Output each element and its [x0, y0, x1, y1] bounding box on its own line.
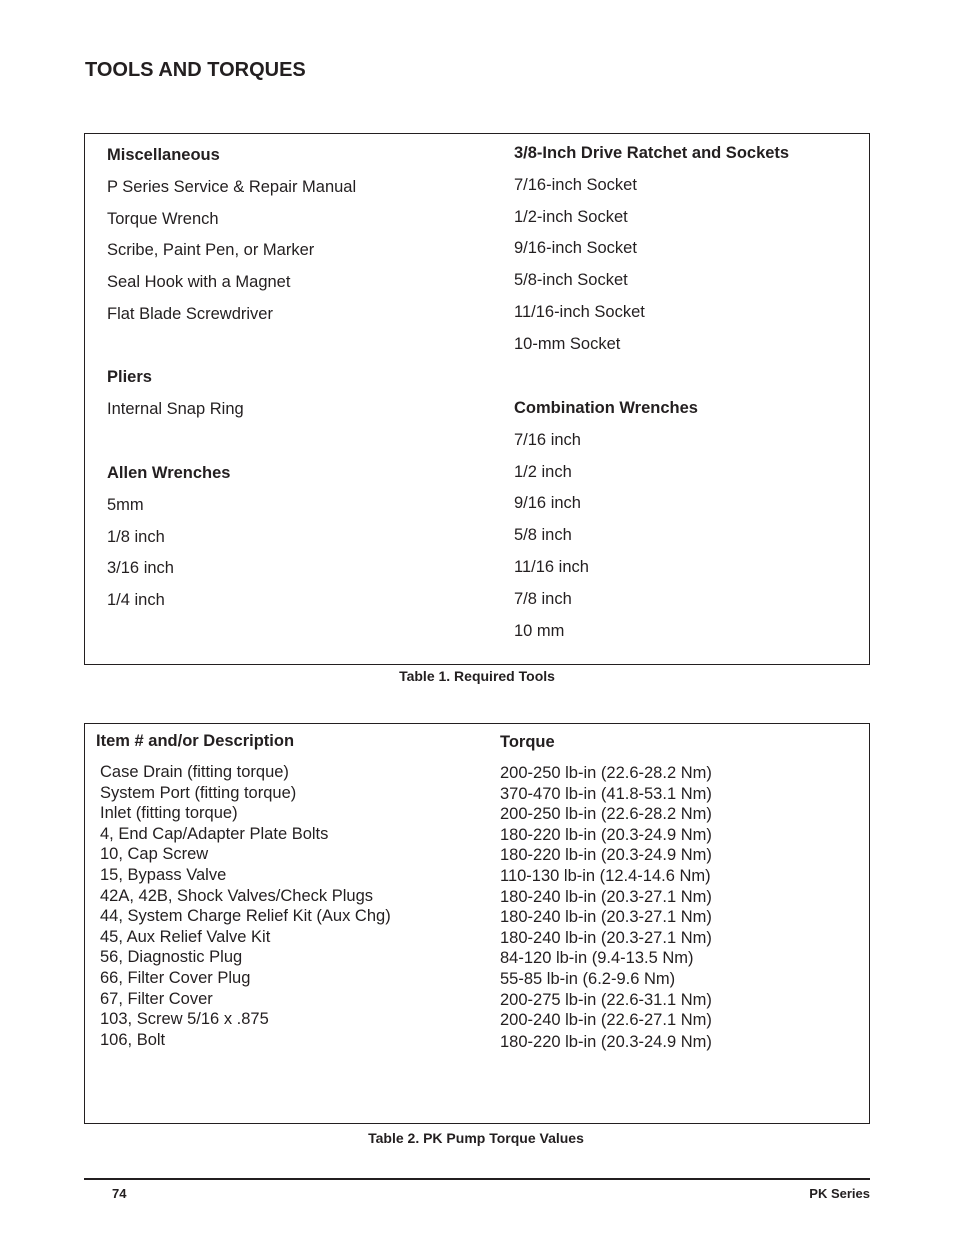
tool-item: 1/2 inch	[514, 462, 572, 481]
tool-item: 3/16 inch	[107, 559, 174, 578]
table1-caption: Table 1. Required Tools	[399, 668, 555, 684]
tool-item: 9/16 inch	[514, 494, 581, 513]
torque-item-description: Case Drain (fitting torque)	[100, 763, 289, 781]
tool-item: 11/16-inch Socket	[514, 303, 645, 321]
section-heading: Miscellaneous	[107, 146, 220, 164]
torque-item-description: 106, Bolt	[100, 1030, 166, 1049]
tool-item: Flat Blade Screwdriver	[107, 305, 273, 323]
tool-item: 7/16-inch Socket	[514, 175, 637, 194]
torque-item-description: 67, Filter Cover	[100, 989, 213, 1008]
page-title: TOOLS AND TORQUES	[85, 59, 306, 81]
page-number: 74	[112, 1186, 127, 1201]
footer-divider	[84, 1178, 870, 1180]
tool-item: 1/4 inch	[107, 591, 165, 610]
series-name: PK Series	[809, 1186, 870, 1201]
section-heading: Allen Wrenches	[107, 464, 231, 482]
torque-value: 200-275 lb-in (22.6-31.1 Nm)	[500, 990, 712, 1009]
torque-item-description: 44, System Charge Relief Kit (Aux Chg)	[100, 907, 391, 926]
torque-value: 200-250 lb-in (22.6-28.2 Nm)	[500, 805, 712, 824]
torque-value: 55-85 lb-in (6.2-9.6 Nm)	[500, 970, 676, 988]
torque-value: 180-240 lb-in (20.3-27.1 Nm)	[500, 908, 712, 927]
section-heading: Combination Wrenches	[514, 399, 698, 417]
torque-value: 180-240 lb-in (20.3-27.1 Nm)	[500, 928, 712, 947]
tool-item: 7/8 inch	[514, 589, 572, 608]
tool-item: 10-mm Socket	[514, 334, 621, 353]
tool-item: 5mm	[107, 495, 144, 514]
torque-item-description: 42A, 42B, Shock Valves/Check Plugs	[100, 886, 374, 905]
tool-item: Torque Wrench	[107, 209, 219, 228]
torque-item-description: System Port (fitting torque)	[100, 783, 297, 802]
torque-item-description: 56, Diagnostic Plug	[100, 948, 243, 967]
torque-item-description: 103, Screw 5/16 x .875	[100, 1010, 269, 1029]
tool-item: 1/8 inch	[107, 527, 165, 546]
torque-header-description: Item # and/or Description	[96, 732, 295, 750]
torque-value: 84-120 lb-in (9.4-13.5 Nm)	[500, 949, 694, 968]
table2-caption: Table 2. PK Pump Torque Values	[368, 1130, 584, 1146]
torque-value: 180-240 lb-in (20.3-27.1 Nm)	[500, 887, 712, 906]
tool-item: Internal Snap Ring	[107, 399, 244, 418]
torque-value: 200-240 lb-in (22.6-27.1 Nm)	[500, 1011, 712, 1030]
torque-item-description: 4, End Cap/Adapter Plate Bolts	[100, 824, 329, 843]
torque-item-description: 66, Filter Cover Plug	[100, 969, 251, 987]
tool-item: 10 mm	[514, 621, 565, 640]
tool-item: 9/16-inch Socket	[514, 239, 637, 258]
tool-item: 5/8-inch Socket	[514, 271, 628, 290]
tool-item: 7/16 inch	[514, 430, 581, 449]
torque-value: 180-220 lb-in (20.3-24.9 Nm)	[500, 1032, 712, 1051]
torque-item-description: Inlet (fitting torque)	[100, 804, 238, 823]
torque-value: 200-250 lb-in (22.6-28.2 Nm)	[500, 764, 712, 782]
torque-item-description: 10, Cap Screw	[100, 845, 209, 864]
torque-value: 180-220 lb-in (20.3-24.9 Nm)	[500, 846, 712, 865]
section-heading: Pliers	[107, 368, 152, 386]
torque-value: 110-130 lb-in (12.4-14.6 Nm)	[500, 867, 711, 885]
torque-value: 180-220 lb-in (20.3-24.9 Nm)	[500, 825, 712, 844]
torque-item-description: 45, Aux Relief Valve Kit	[100, 927, 271, 946]
section-heading: 3/8-Inch Drive Ratchet and Sockets	[514, 144, 790, 162]
tool-item: Scribe, Paint Pen, or Marker	[107, 241, 315, 260]
tool-item: 5/8 inch	[514, 526, 572, 545]
tool-item: Seal Hook with a Magnet	[107, 273, 291, 292]
tool-item: 11/16 inch	[514, 558, 589, 576]
torque-item-description: 15, Bypass Valve	[100, 866, 227, 884]
tool-item: P Series Service & Repair Manual	[107, 177, 357, 196]
tool-item: 1/2-inch Socket	[514, 207, 628, 226]
torque-value: 370-470 lb-in (41.8-53.1 Nm)	[500, 784, 712, 803]
torque-header-torque: Torque	[500, 733, 555, 751]
